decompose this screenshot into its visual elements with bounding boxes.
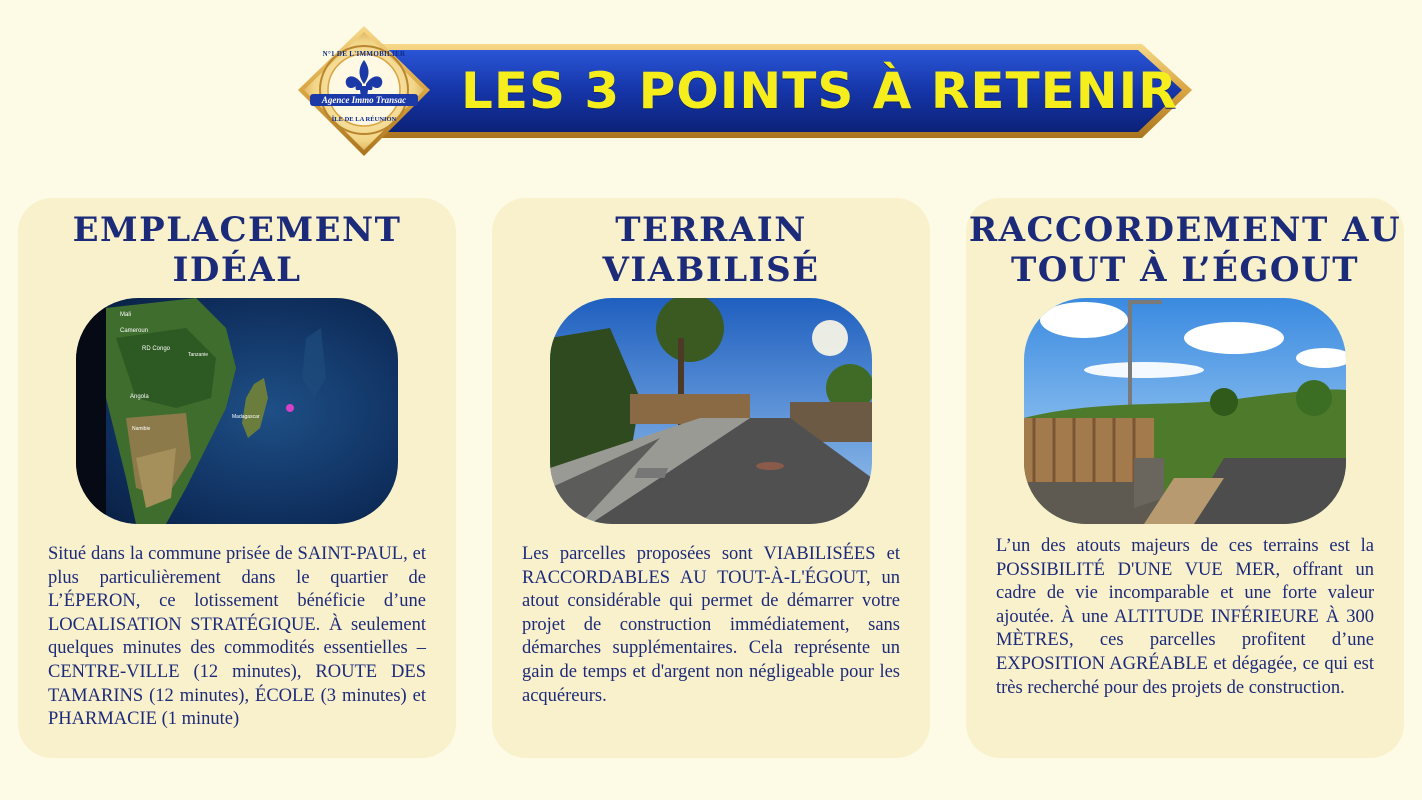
- card-description: Situé dans la commune prisée de SAINT-PAUL, et plus particulièrement dans le quartier de L’ÉPERON, ce lotissement bénéficie d’une LOCALISATION STRATÉGIQUE. À seulement quelques minutes des commodités essentielles – CENTRE-VILLE (12 minutes), ROUTE DES TAMARINS (12 minutes), ÉCOLE (3 minutes) et PHARMACIE (1 minute): [48, 544, 426, 730]
- map-label-angola: Angola: [130, 394, 149, 400]
- map-label-mali: Mali: [120, 312, 132, 318]
- satellite-map-image: [76, 298, 398, 524]
- logo-brand-text: Agence Immo Transac: [310, 94, 418, 106]
- fence-photo-image: [1024, 298, 1346, 524]
- road-photo-image: [550, 298, 872, 524]
- map-label-madagascar: Madagascar: [232, 414, 260, 420]
- logo-bottom-text: ÎLE DE LA RÉUNION: [331, 116, 397, 123]
- map-label-tanzanie: Tanzanie: [188, 352, 209, 358]
- map-label-cameroun: Cameroun: [120, 328, 149, 334]
- card-serviced-land: [492, 198, 930, 758]
- card-location: [18, 198, 456, 758]
- page-title: LES 3 POINTS À RETENIR: [461, 62, 1178, 120]
- card-title-line2: IDÉAL: [172, 250, 302, 290]
- header-banner: [296, 24, 1196, 160]
- card-title-line1: RACCORDEMENT AU: [968, 210, 1402, 250]
- card-title: [966, 210, 1404, 290]
- card-title: [492, 210, 930, 290]
- card-title-line2: VIABILISÉ: [602, 250, 820, 290]
- map-label-namibie: Namibie: [132, 426, 151, 432]
- card-title-line2: TOUT À L’ÉGOUT: [1010, 250, 1360, 290]
- card-description: L’un des atouts majeurs de ces terrains est la POSSIBILITÉ D'UNE VUE MER, offrant un cadre de vie incomparable et une forte valeur ajoutée. À une ALTITUDE INFÉRIEURE À 300 MÈTRES, ces parcelles profitent d’une EXPOSITION AGRÉABLE et dégagée, ce qui est très recherché pour des projets de construction.: [996, 536, 1374, 698]
- logo-top-text: N°1 DE L'IMMOBILIER: [322, 50, 406, 58]
- card-title-line1: TERRAIN: [615, 210, 807, 250]
- card-description: Les parcelles proposées sont VIABILISÉES et RACCORDABLES AU TOUT-À-L'ÉGOUT, un atout considérable qui permet de démarrer votre projet de construction immédiatement, sans démarches supplémentaires. Cela représente un gain de temps et d'argent non négligeable pour les acquéreurs.: [522, 544, 900, 706]
- card-title-line1: EMPLACEMENT: [72, 210, 402, 250]
- location-pin-icon: [286, 404, 294, 412]
- map-label-rd-congo: RD Congo: [142, 346, 171, 352]
- card-title: [18, 210, 456, 290]
- logo-text-group: [296, 24, 432, 160]
- card-sewer-connection: [966, 198, 1404, 758]
